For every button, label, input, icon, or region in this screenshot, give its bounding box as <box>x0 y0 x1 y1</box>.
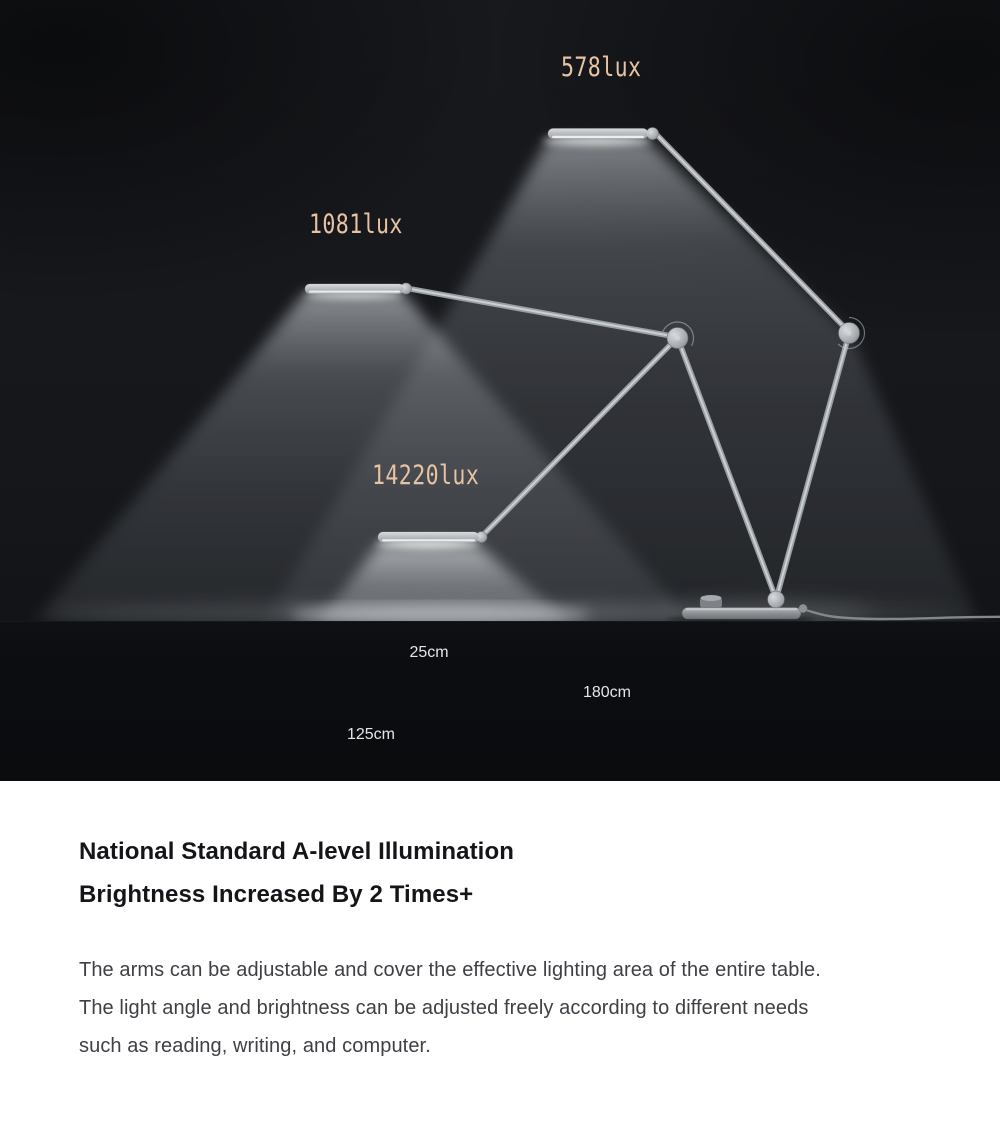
lux-label-bottom: 14220lux <box>372 460 480 491</box>
dimension-label-25cm: 25cm <box>409 644 449 661</box>
cord-plug-nub <box>799 604 807 612</box>
lamp-head-bottom <box>378 532 479 542</box>
lux-label-top: 578lux <box>561 52 642 83</box>
body-line-1: The arms can be adjustable and cover the effective lighting area of the entire table. <box>79 959 821 981</box>
section-body <box>79 951 940 1065</box>
lux-label-middle: 1081lux <box>309 209 403 240</box>
lamp-head-top <box>548 129 648 139</box>
description-panel <box>0 781 1000 1122</box>
section-heading <box>79 830 940 916</box>
table-front-panel <box>0 621 1000 781</box>
lamp-head-middle <box>305 284 404 294</box>
dimension-label-180cm: 180cm <box>582 684 632 701</box>
body-line-2: The light angle and brightness can be adjusted freely according to different needs <box>79 997 809 1019</box>
base-ball-joint <box>768 591 785 608</box>
heading-line-1: National Standard A-level Illumination <box>79 838 514 865</box>
body-line-3: such as reading, writing, and computer. <box>79 1035 431 1057</box>
heading-line-2: Brightness Increased By 2 Times+ <box>79 881 474 908</box>
dimension-label-125cm: 125cm <box>346 726 396 743</box>
